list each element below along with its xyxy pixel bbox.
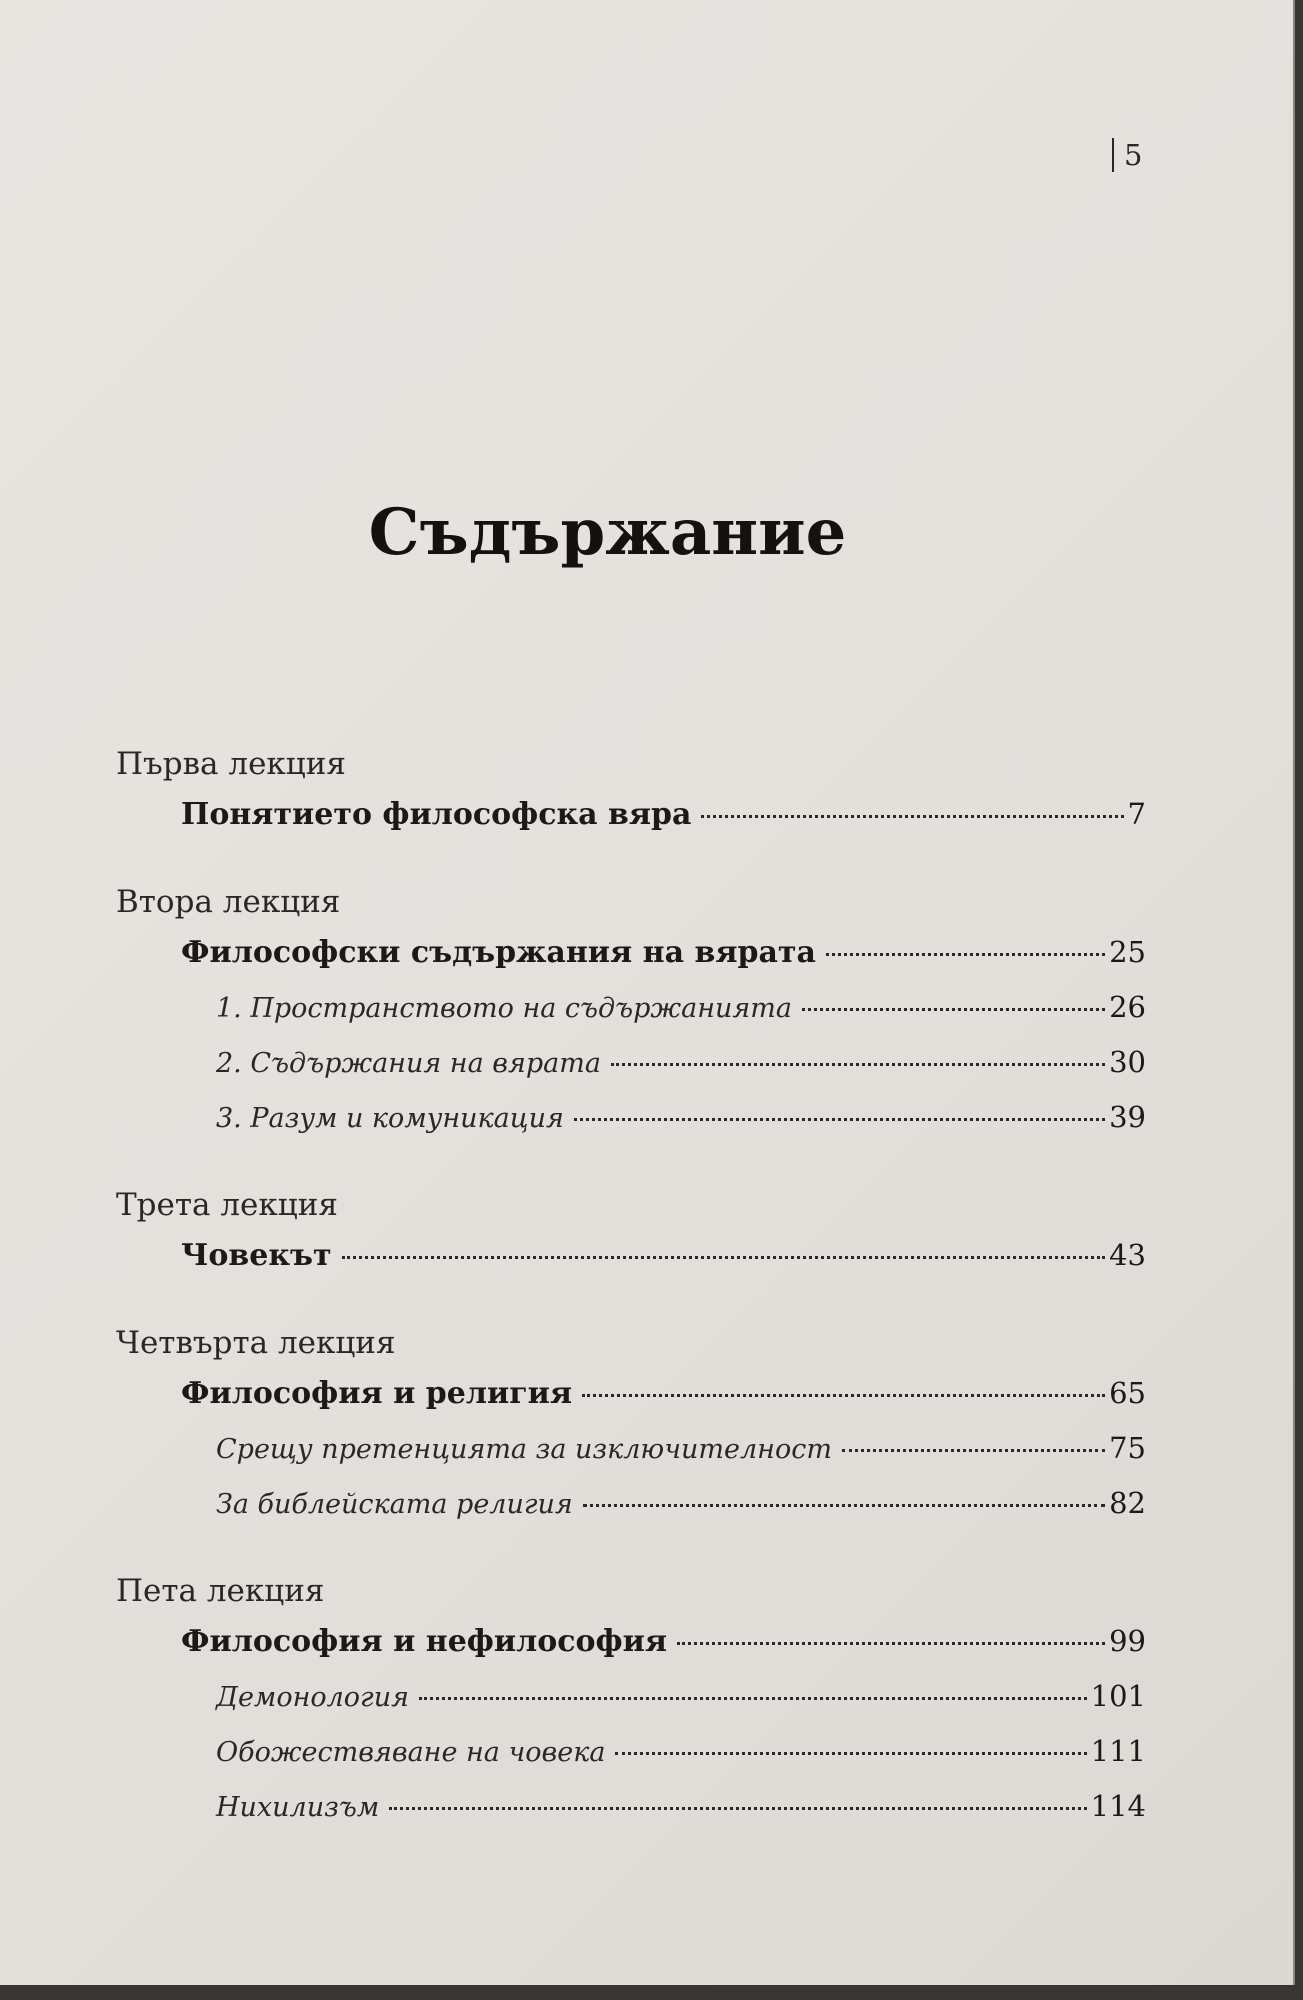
toc-subentry[interactable] (116, 1090, 1146, 1145)
entry-title: Философия и нефилософия (181, 1624, 668, 1659)
toc-subentry[interactable] (116, 1669, 1146, 1724)
entry-page: 65 (1109, 1376, 1146, 1410)
lecture-label: Втора лекция (116, 884, 341, 920)
entry-page: 111 (1090, 1734, 1146, 1768)
entry-title: 3. Разум и комуникация (216, 1103, 564, 1134)
table-of-contents (116, 742, 1146, 1872)
entry-title: Нихилизъм (216, 1792, 380, 1823)
lecture-label: Четвърта лекция (116, 1325, 396, 1361)
page-number: 5 (1112, 138, 1142, 172)
toc-subentry[interactable] (116, 1779, 1146, 1834)
toc-entry[interactable] (116, 924, 1146, 980)
entry-title: Философия и религия (181, 1376, 573, 1411)
entry-page: 25 (1109, 935, 1146, 969)
entry-title: Философски съдържания на вярата (181, 935, 816, 970)
toc-subentry[interactable] (116, 1421, 1146, 1476)
lecture-label: Пета лекция (116, 1573, 325, 1609)
dot-leader (615, 1752, 1086, 1755)
entry-page: 82 (1109, 1486, 1146, 1520)
toc-entry[interactable] (116, 1613, 1146, 1669)
toc-subentry[interactable] (116, 1476, 1146, 1531)
entry-title: Понятието философска вяра (181, 797, 692, 832)
lecture-label: Първа лекция (116, 746, 346, 782)
dot-leader (611, 1063, 1105, 1066)
dot-leader (826, 953, 1105, 956)
entry-page: 43 (1109, 1238, 1146, 1272)
lecture-2 (116, 880, 1146, 1145)
dot-leader (842, 1449, 1105, 1452)
lecture-4 (116, 1321, 1146, 1531)
entry-page: 114 (1090, 1789, 1146, 1823)
dot-leader (677, 1642, 1105, 1645)
toc-subentry[interactable] (116, 1035, 1146, 1090)
entry-title: Обожествяване на човека (216, 1737, 606, 1768)
entry-title: 1. Пространството на съдържанията (216, 993, 792, 1024)
toc-entry[interactable] (116, 1365, 1146, 1421)
toc-subentry[interactable] (116, 1724, 1146, 1779)
entry-page: 101 (1090, 1679, 1146, 1713)
toc-subentry[interactable] (116, 980, 1146, 1035)
entry-title: Демонология (216, 1682, 409, 1713)
entry-page: 30 (1109, 1045, 1146, 1079)
dot-leader (701, 815, 1123, 818)
entry-page: 99 (1109, 1624, 1146, 1658)
dot-leader (342, 1256, 1105, 1259)
entry-title: Срещу претенцията за изключителност (216, 1434, 832, 1465)
dot-leader (802, 1008, 1105, 1011)
toc-entry[interactable] (116, 786, 1146, 842)
entry-page: 39 (1109, 1100, 1146, 1134)
entry-title: За библейската религия (216, 1489, 573, 1520)
entry-title: Човекът (181, 1238, 332, 1273)
page-title: Съдържание (368, 495, 847, 570)
lecture-5 (116, 1569, 1146, 1834)
dot-leader (574, 1118, 1105, 1121)
entry-title: 2. Съдържания на вярата (216, 1048, 601, 1079)
entry-page: 75 (1109, 1431, 1146, 1465)
dot-leader (389, 1807, 1086, 1810)
entry-page: 7 (1127, 797, 1146, 831)
entry-page: 26 (1109, 990, 1146, 1024)
lecture-1 (116, 742, 1146, 842)
lecture-3 (116, 1183, 1146, 1283)
dot-leader (582, 1394, 1105, 1397)
lecture-label: Трета лекция (116, 1187, 338, 1223)
toc-entry[interactable] (116, 1227, 1146, 1283)
dot-leader (583, 1504, 1105, 1507)
dot-leader (419, 1697, 1087, 1700)
